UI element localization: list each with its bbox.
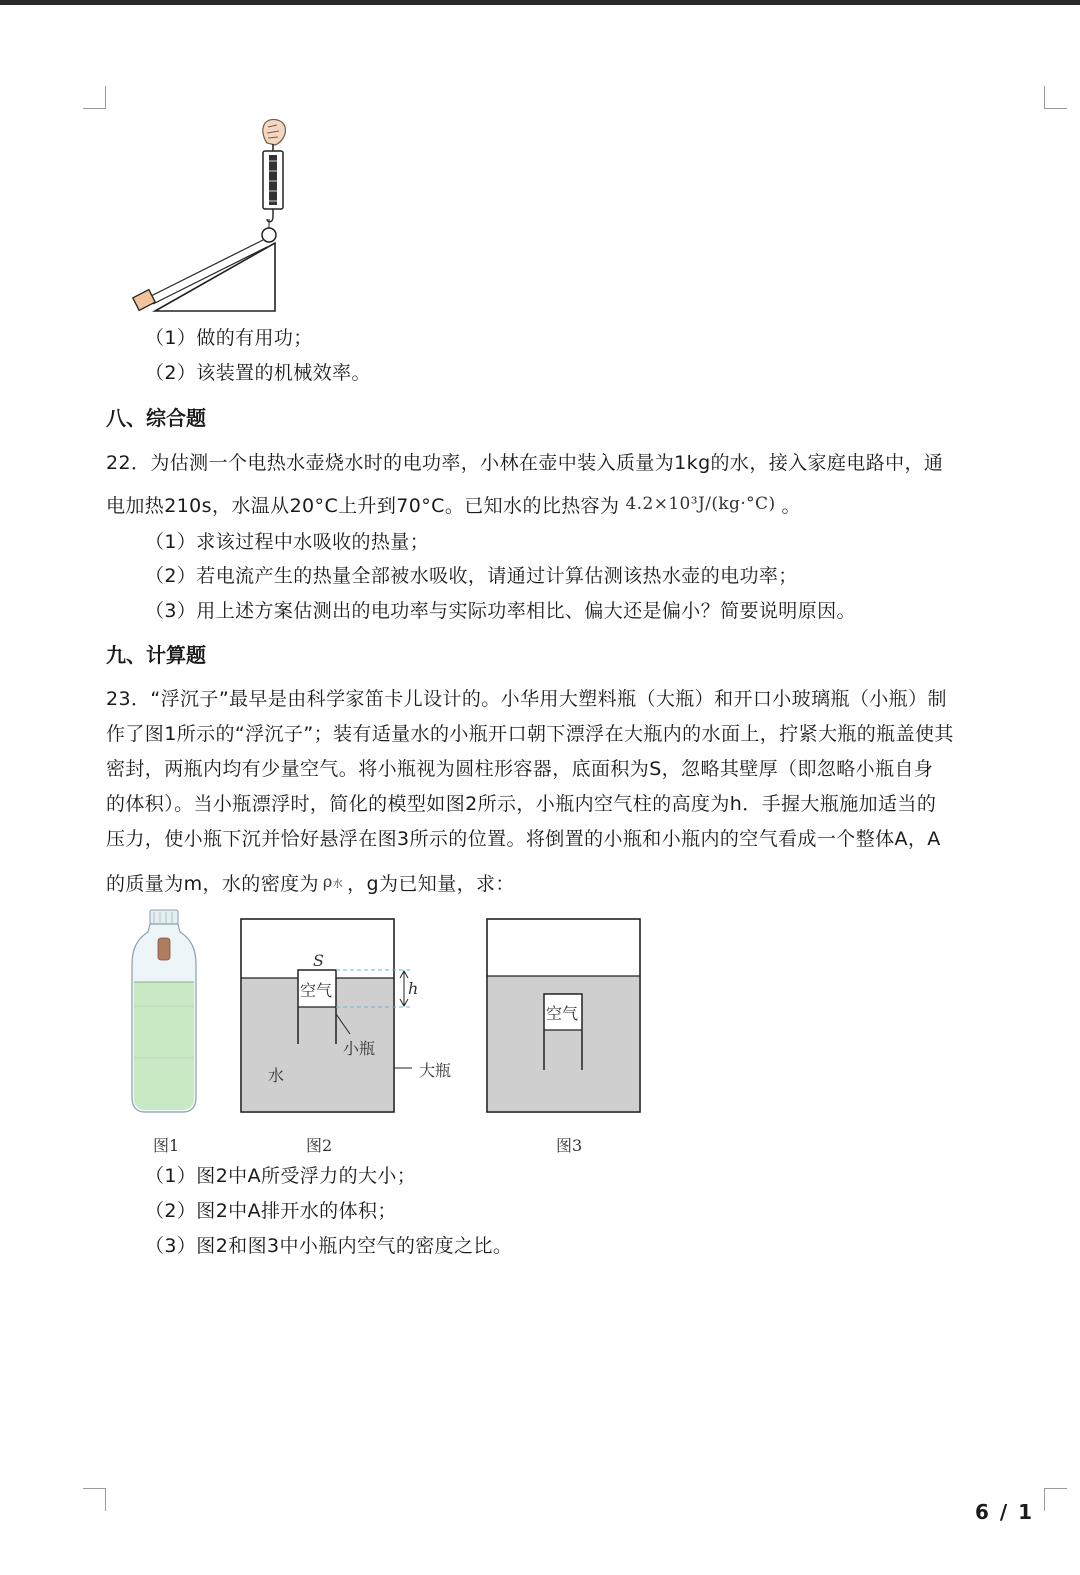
q21-item-1: （1）做的有用功； <box>145 327 313 349</box>
q23-line-3: 密封，两瓶内均有少量空气。将小瓶视为圆柱形容器，底面积为S，忽略其壁厚（即忽略小瓶自身 <box>106 758 934 780</box>
q23-item-3: （3）图2和图3中小瓶内空气的密度之比。 <box>145 1235 513 1257</box>
q22-item-2: （2）若电流产生的热量全部被水吸收，请通过计算估测该热水壶的电功率； <box>145 565 798 587</box>
label-water: 水 <box>268 1066 285 1085</box>
crop-mark-top-right <box>1044 86 1067 109</box>
specific-heat-formula: 4.2×10³J/(kg·°C) <box>625 494 776 514</box>
crop-mark-top-left <box>83 86 106 109</box>
q23-line-6 <box>106 871 515 901</box>
q23-line-4: 的体积）。当小瓶漂浮时，简化的模型如图2所示，小瓶内空气柱的高度为h．手握大瓶施加适当的 <box>106 793 937 815</box>
q23-line-6-end: ，g为已知量，求： <box>347 873 515 895</box>
q21-item-2: （2）该装置的机械效率。 <box>145 362 371 384</box>
top-edge-bar <box>0 0 1080 5</box>
plastic-bottle-figure <box>128 908 200 1118</box>
rho-symbol: ρ <box>322 872 333 891</box>
q22-item-3: （3）用上述方案估测出的电功率与实际功率相比、偏大还是偏小？简要说明原因。 <box>145 600 856 622</box>
q23-item-2: （2）图2中A排开水的体积； <box>145 1200 397 1222</box>
label-area-S: S <box>313 951 324 970</box>
q23-line-1: 23．“浮沉子”最早是由科学家笛卡儿设计的。小华用大塑料瓶（大瓶）和开口小玻璃瓶（小瓶）制 <box>106 688 947 710</box>
figure-2-caption: 图2 <box>306 1136 333 1155</box>
page-number: 6 / 1 <box>975 1500 1035 1524</box>
section-8-title: 八、综合题 <box>106 406 206 430</box>
water-density-symbol <box>323 872 343 891</box>
q23-line-2: 作了图1所示的“浮沉子”；装有适量水的小瓶开口朝下漂浮在大瓶内的水面上，拧紧大瓶的瓶盖使其 <box>106 723 954 745</box>
label-height-h: h <box>408 979 419 998</box>
spring-scale-incline-figure <box>125 113 295 323</box>
crop-mark-bottom-left <box>83 1488 106 1511</box>
q22-line-2-end: 。 <box>781 495 801 517</box>
label-air-figure-3: 空气 <box>546 1004 579 1023</box>
label-air-figure-2: 空气 <box>300 981 333 1000</box>
label-small-bottle: 小瓶 <box>343 1039 376 1058</box>
q22-line-1: 22．为估测一个电热水壶烧水时的电功率，小林在壶中装入质量为1kg的水，接入家庭电路中，通 <box>106 452 944 474</box>
q22-line-2 <box>106 493 801 520</box>
q22-item-1: （1）求该过程中水吸收的热量； <box>145 531 430 553</box>
q23-item-1: （1）图2中A所受浮力的大小； <box>145 1165 417 1187</box>
q22-line-2-text: 电加热210s，水温从20°C上升到70°C。已知水的比热容为 <box>106 495 620 517</box>
crop-mark-bottom-right <box>1044 1488 1067 1511</box>
figure-1-caption: 图1 <box>153 1136 180 1155</box>
section-9-title: 九、计算题 <box>106 643 206 667</box>
q23-line-5: 压力，使小瓶下沉并恰好悬浮在图3所示的位置。将倒置的小瓶和小瓶内的空气看成一个整体A，A <box>106 828 941 850</box>
q23-line-6-text: 的质量为m，水的密度为 <box>106 873 319 895</box>
label-big-bottle: 大瓶 <box>419 1061 452 1080</box>
rho-subscript: 水 <box>332 879 344 890</box>
figure-3-caption: 图3 <box>556 1136 583 1155</box>
